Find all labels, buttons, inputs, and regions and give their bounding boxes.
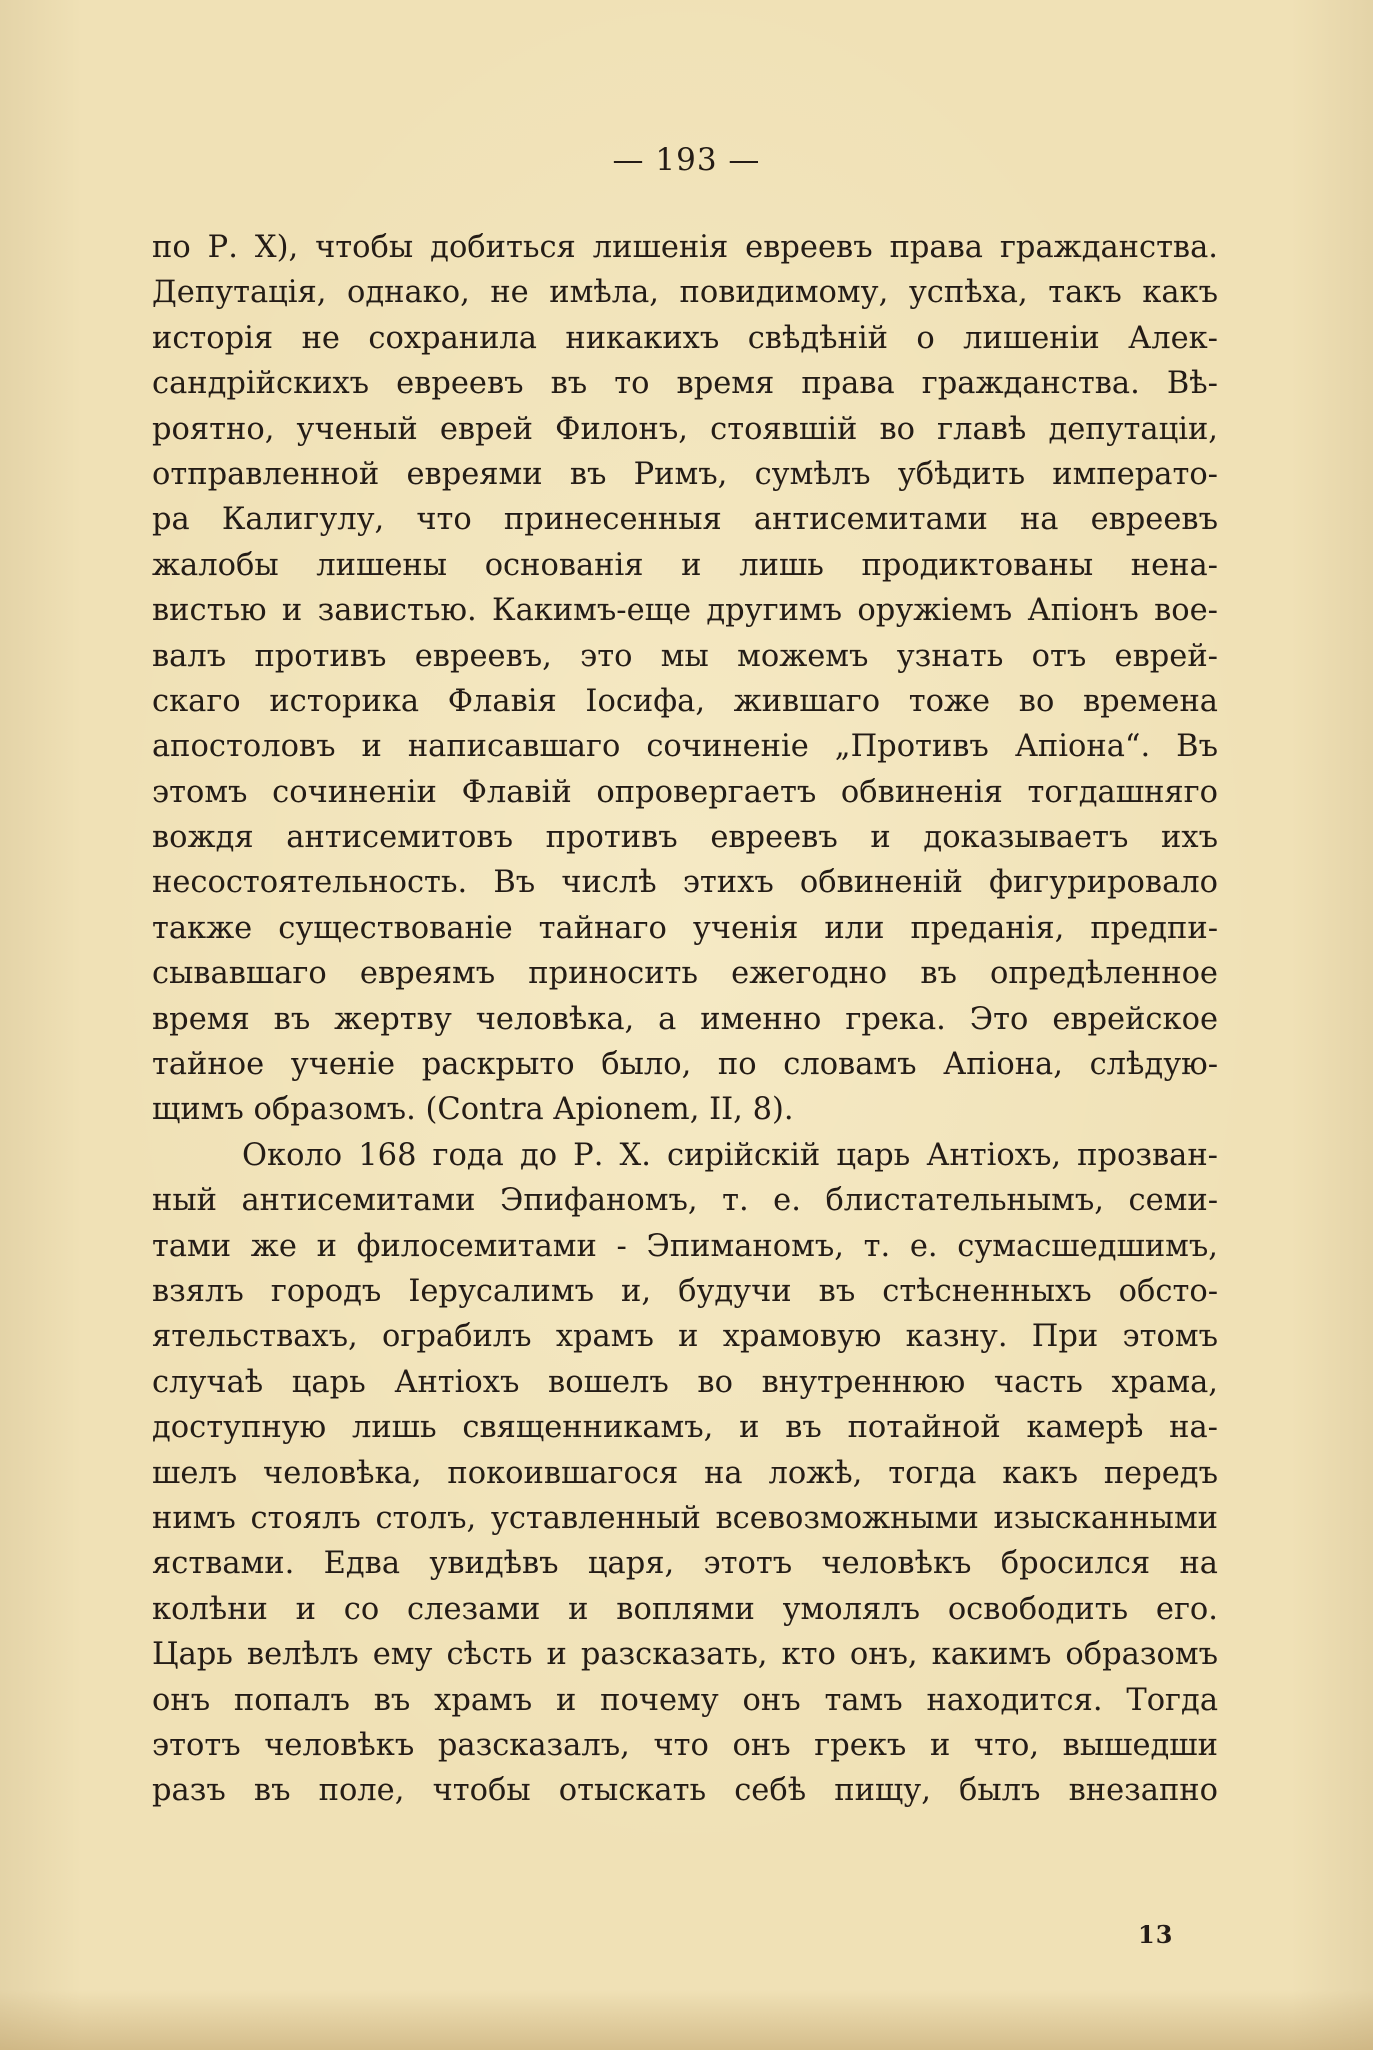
paragraph-start-line: Около 168 года до Р. Х. сирійскій царь Антіохъ, прозван-	[242, 1137, 1218, 1173]
text-line: отправленной евреями въ Римъ, сумѣлъ убѣдить императо-	[152, 456, 1218, 492]
paragraph-end-line: щимъ образомъ. (Contra Apionem, II, 8).	[152, 1092, 794, 1128]
text-line: вистью и завистью. Какимъ-еще другимъ оружіемъ Апіонъ вое-	[152, 593, 1218, 629]
text-line: вождя антисемитовъ противъ евреевъ и доказываетъ ихъ	[152, 820, 1218, 856]
text-line: шелъ человѣка, покоившагося на ложѣ, тогда какъ передъ	[152, 1455, 1218, 1491]
text-line: случаѣ царь Антіохъ вошелъ во внутреннюю часть храма,	[152, 1364, 1218, 1400]
text-line: ный антисемитами Эпифаномъ, т. е. блистательнымъ, семи-	[152, 1183, 1218, 1219]
text-line: сывавшаго евреямъ приносить ежегодно въ опредѣленное	[152, 956, 1218, 992]
text-line: тайное ученіе раскрыто было, по словамъ Апіона, слѣдую-	[152, 1047, 1218, 1083]
page-bottom-edge	[0, 1990, 1373, 2050]
text-line: колѣни и со слезами и воплями умолялъ освободить его.	[152, 1591, 1218, 1627]
text-line: нимъ стоялъ столъ, уставленный всевозможными изысканными	[152, 1500, 1218, 1536]
text-line: этотъ человѣкъ разсказалъ, что онъ грекъ и что, вышедши	[152, 1727, 1218, 1763]
body-text	[152, 225, 1218, 1814]
text-line: этомъ сочиненіи Флавій опровергаетъ обвиненія тогдашняго	[152, 774, 1218, 810]
text-line: время въ жертву человѣка, а именно грека. Это еврейское	[152, 1001, 1218, 1037]
text-line: валъ противъ евреевъ, это мы можемъ узнать отъ еврей-	[152, 638, 1218, 674]
text-line: разъ въ поле, чтобы отыскать себѣ пищу, былъ внезапно	[152, 1773, 1218, 1809]
text-line: сандрійскихъ евреевъ въ то время права гражданства. Вѣ-	[152, 366, 1218, 402]
text-line: несостоятельность. Въ числѣ этихъ обвиненій фигурировало	[152, 865, 1218, 901]
text-line: доступную лишь священникамъ, и въ потайной камерѣ на-	[152, 1410, 1218, 1446]
text-line: Депутація, однако, не имѣла, повидимому, успѣха, такъ какъ	[152, 275, 1218, 311]
text-line: также существованіе тайнаго ученія или преданія, предпи-	[152, 910, 1218, 946]
text-line: ра Калигулу, что принесенныя антисемитами на евреевъ	[152, 502, 1218, 538]
text-line: онъ попалъ въ храмъ и почему онъ тамъ находится. Тогда	[152, 1682, 1218, 1718]
text-line: по Р. Х), чтобы добиться лишенія евреевъ права гражданства.	[152, 230, 1218, 265]
text-line: скаго историка Флавія Іосифа, жившаго тоже во времена	[152, 683, 1218, 719]
text-line: ятельствахъ, ограбилъ храмъ и храмовую казну. При этомъ	[152, 1319, 1218, 1355]
text-line: Царь велѣлъ ему сѣсть и разсказать, кто онъ, какимъ образомъ	[152, 1637, 1218, 1673]
text-line: исторія не сохранила никакихъ свѣдѣній о лишеніи Алек-	[152, 320, 1218, 356]
text-line: тами же и филосемитами - Эпиманомъ, т. е. сумасшедшимъ,	[152, 1228, 1218, 1264]
text-line: апостоловъ и написавшаго сочиненіе „Противъ Апіона“. Въ	[152, 729, 1218, 765]
signature-mark: 13	[1138, 1920, 1174, 1949]
text-line: роятно, ученый еврей Филонъ, стоявшій во главѣ депутаціи,	[152, 411, 1218, 447]
text-line: жалобы лишены основанія и лишь продиктованы нена-	[152, 547, 1218, 583]
text-line: яствами. Едва увидѣвъ царя, этотъ человѣкъ бросился на	[152, 1546, 1218, 1582]
text-line: взялъ городъ Іерусалимъ и, будучи въ стѣсненныхъ обсто-	[152, 1273, 1218, 1309]
page-number: — 193 —	[612, 142, 761, 178]
